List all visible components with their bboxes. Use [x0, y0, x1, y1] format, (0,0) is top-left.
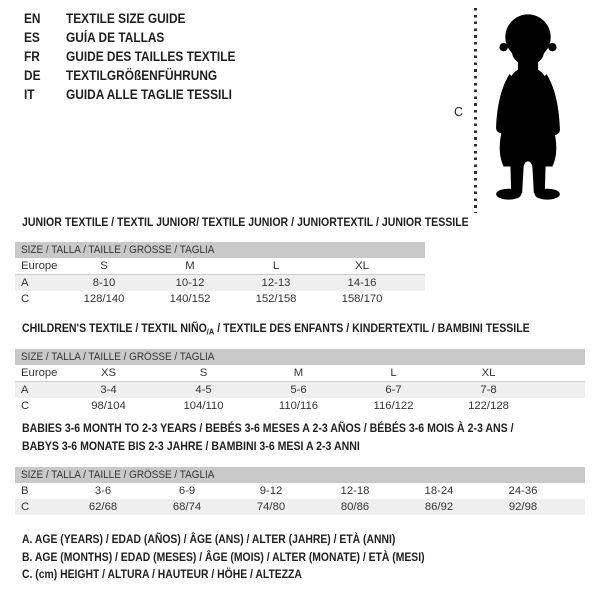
table-cell: M [251, 365, 346, 382]
row-label: B [21, 485, 29, 497]
spacer-cell [405, 291, 425, 307]
table-row [15, 275, 425, 292]
table-cell: 7-8 [480, 384, 497, 396]
table-cell: 3-6 [94, 485, 112, 497]
table-cell: 10-12 [175, 277, 205, 289]
language-row-en [24, 9, 259, 28]
table-cell: 122/128 [468, 400, 509, 412]
table-cell: 24-36 [508, 485, 538, 497]
table-cell: XS [61, 365, 156, 382]
table-cell: 6-7 [385, 384, 402, 396]
table-cell: 5-6 [290, 384, 307, 396]
footnotes [22, 531, 479, 584]
table-cell: 8-10 [92, 277, 116, 289]
spacer-cell [536, 382, 585, 399]
section-title-line2: BABYS 3-6 MONATE BIS 2-3 JAHRE / BAMBINI 3-6 MESI A 2-3 ANNI [22, 438, 360, 453]
row-label: A [21, 384, 29, 396]
section-title-text: CHILDREN'S TEXTILE / TEXTIL $NIÑO_{/A}$ / TEXTILE DES ENFANTS / KINDERTEXTIL / BAMBINI TESSILE [22, 321, 530, 337]
children-size-table [15, 349, 585, 414]
table-cell: 92/98 [508, 501, 538, 513]
table-header-text: SIZE / TALLA / TAILLE / GRÖSSE / TAGLIA [21, 351, 215, 363]
language-code: ES [24, 30, 40, 45]
language-code: DE [24, 68, 41, 83]
spacer-cell [536, 398, 585, 414]
table-cell: 3-4 [100, 384, 117, 396]
spacer-cell [405, 258, 425, 275]
table-row [15, 258, 425, 275]
row-label: C [21, 400, 30, 412]
spacer-cell [536, 365, 585, 382]
table-cell: 18-24 [424, 485, 454, 497]
row-label: Europe [15, 258, 61, 275]
table-cell: 9-12 [259, 485, 283, 497]
table-header-text: SIZE / TALLA / TAILLE / GRÖSSE / TAGLIA [21, 469, 215, 481]
table-header-bar [15, 242, 425, 258]
spacer-cell [405, 275, 425, 292]
table-row [15, 382, 585, 399]
table-header-bar [15, 349, 585, 365]
table-cell: XL [319, 258, 405, 275]
height-measure-label: C [454, 105, 464, 119]
language-code: IT [24, 87, 35, 102]
table-cell: 110/116 [278, 400, 319, 412]
table-cell: 104/110 [183, 400, 224, 412]
table-cell: 158/170 [341, 293, 383, 305]
table-cell: 14-16 [347, 277, 377, 289]
title-subscript: /A [206, 326, 215, 337]
table-cell: 128/140 [83, 293, 125, 305]
language-code: FR [24, 49, 40, 64]
language-row-fr [24, 47, 259, 66]
toddler-silhouette-icon [486, 10, 570, 212]
table-row [15, 483, 585, 499]
table-cell: 4-5 [195, 384, 212, 396]
height-measure-dotted-line [474, 8, 477, 213]
language-row-it [24, 85, 259, 104]
row-label: Europe [15, 365, 61, 382]
babies-size-table [15, 467, 585, 515]
table-cell: 80/86 [340, 501, 370, 513]
table-cell: 12-18 [340, 485, 370, 497]
table-cell: 98/104 [91, 400, 126, 412]
language-code: EN [24, 11, 41, 26]
table-cell: 116/122 [373, 400, 414, 412]
language-label: GUIDE DES TAILLES TEXTILE [66, 49, 236, 64]
table-cell: S [156, 365, 251, 382]
language-label: GUÍA DE TALLAS [66, 30, 165, 45]
table-header-bar [15, 467, 585, 483]
table-cell: 12-13 [261, 277, 291, 289]
table-row [15, 398, 585, 414]
language-row-es [24, 28, 259, 47]
table-cell: 86/92 [424, 501, 454, 513]
table-cell: 6-9 [178, 485, 196, 497]
table-cell: L [346, 365, 441, 382]
junior-size-table [15, 242, 425, 307]
footnote-c: C. (cm) HEIGHT / ALTURA / HAUTEUR / HÖHE / ALTEZZA [22, 567, 302, 582]
section-title-text: JUNIOR TEXTILE / TEXTIL JUNIOR/ TEXTILE JUNIOR / JUNIORTEXTIL / JUNIOR TESSILE [22, 215, 469, 229]
table-cell: 74/80 [256, 501, 286, 513]
table-cell: L [233, 258, 319, 275]
table-cell: 152/158 [255, 293, 297, 305]
language-label: GUIDA ALLE TAGLIE TESSILI [66, 87, 232, 102]
section-title-babies [22, 420, 581, 455]
footnote-b: B. AGE (MONTHS) / EDAD (MESES) / ÂGE (MOIS) / ALTER (MONATE) / ETÀ (MESI) [22, 549, 425, 564]
row-label: C [21, 293, 30, 305]
table-header-text: SIZE / TALLA / TAILLE / GRÖSSE / TAGLIA [21, 244, 215, 256]
section-title-children [22, 321, 599, 337]
table-cell: M [147, 258, 233, 275]
table-row [15, 365, 585, 382]
footnote-a: A. AGE (YEARS) / EDAD (AÑOS) / ÂGE (ANS) / ALTER (JAHRE) / ETÀ (ANNI) [22, 532, 396, 546]
language-label: TEXTILGRÖßENFÜHRUNG [66, 68, 218, 83]
table-cell: S [61, 258, 147, 275]
table-row [15, 291, 425, 307]
row-label: C [21, 501, 30, 513]
language-row-de [24, 66, 259, 85]
spacer-cell [565, 499, 585, 515]
language-list [24, 9, 259, 104]
row-label: A [21, 277, 29, 289]
section-title-junior [22, 215, 530, 229]
table-cell: 140/152 [169, 293, 211, 305]
table-row [15, 499, 585, 515]
spacer-cell [565, 483, 585, 499]
table-cell: XL [441, 365, 536, 382]
table-cell: 68/74 [172, 501, 202, 513]
language-label: TEXTILE SIZE GUIDE [66, 11, 186, 26]
section-title-line1: BABIES 3-6 MONTH TO 2-3 YEARS / BEBÉS 3-6 MESES A 2-3 AÑOS / BÉBÉS 3-6 MOIS À 2-3 ANS / [22, 421, 514, 435]
table-cell: 62/68 [88, 501, 118, 513]
